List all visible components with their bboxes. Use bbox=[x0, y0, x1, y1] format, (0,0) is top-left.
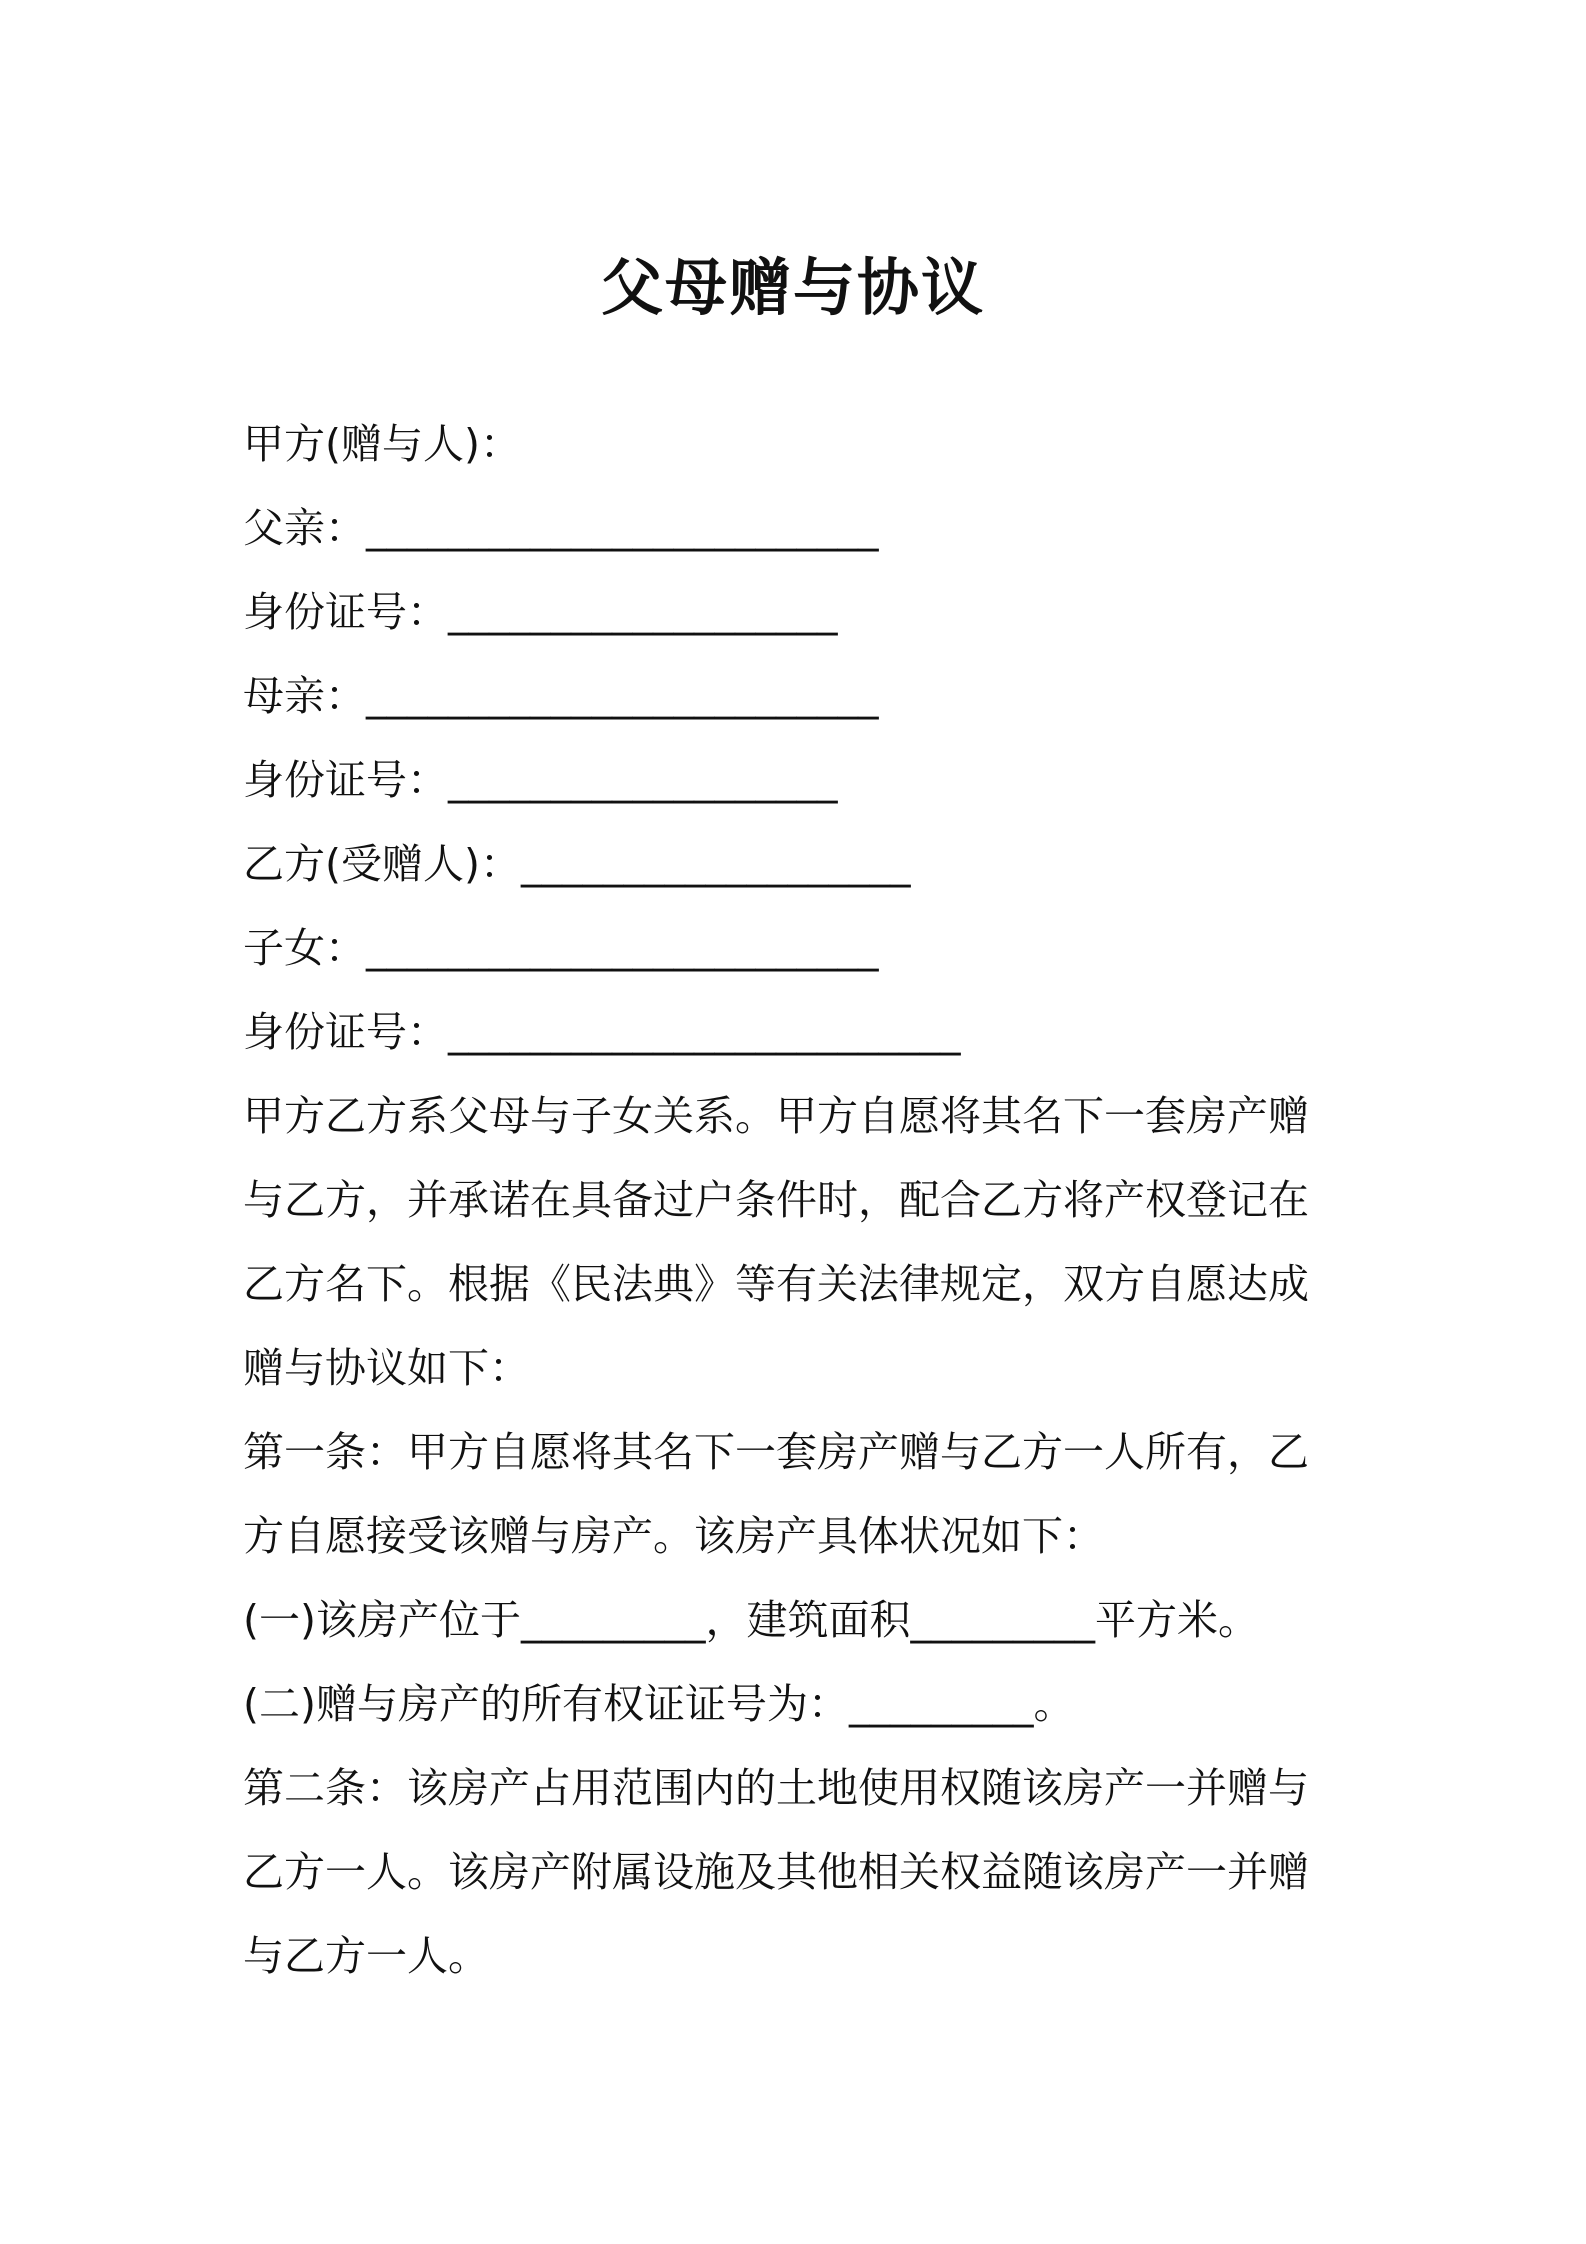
article-2-line-1: 第二条：该房产占用范围内的土地使用权随该房产一并赠与 bbox=[243, 1764, 1309, 1812]
document-title: 父母赠与协议 bbox=[600, 251, 985, 324]
preamble-line-2: 与乙方，并承诺在具备过户条件时，配合乙方将产权登记在 bbox=[243, 1176, 1309, 1224]
article-1-item-2: (二)赠与房产的所有权证证号为：_________。 bbox=[243, 1680, 1075, 1728]
article-1-line-2: 方自愿接受该赠与房产。该房产具体状况如下： bbox=[243, 1512, 1104, 1560]
article-2-line-3: 与乙方一人。 bbox=[243, 1932, 489, 1980]
article-2-line-2: 乙方一人。该房产附属设施及其他相关权益随该房产一并赠 bbox=[243, 1848, 1309, 1896]
party-b-field: 乙方(受赠人)：___________________ bbox=[243, 840, 911, 888]
preamble-line-4: 赠与协议如下： bbox=[243, 1344, 530, 1392]
article-1-line-1: 第一条：甲方自愿将其名下一套房产赠与乙方一人所有，乙 bbox=[243, 1428, 1309, 1476]
article-1-item-1: (一)该房产位于_________，建筑面积_________平方米。 bbox=[243, 1596, 1259, 1644]
father-id-field: 身份证号：___________________ bbox=[243, 588, 838, 636]
child-name-field: 子女：_________________________ bbox=[243, 924, 879, 972]
father-name-field: 父亲：_________________________ bbox=[243, 504, 879, 552]
mother-id-field: 身份证号：___________________ bbox=[243, 756, 838, 804]
document-body bbox=[243, 402, 1363, 1998]
preamble-line-3: 乙方名下。根据《民法典》等有关法律规定，双方自愿达成 bbox=[243, 1260, 1309, 1308]
child-id-field: 身份证号：_________________________ bbox=[243, 1008, 961, 1056]
party-a-heading: 甲方(赠与人)： bbox=[243, 420, 521, 468]
mother-name-field: 母亲：_________________________ bbox=[243, 672, 879, 720]
preamble-line-1: 甲方乙方系父母与子女关系。甲方自愿将其名下一套房产赠 bbox=[243, 1092, 1309, 1140]
